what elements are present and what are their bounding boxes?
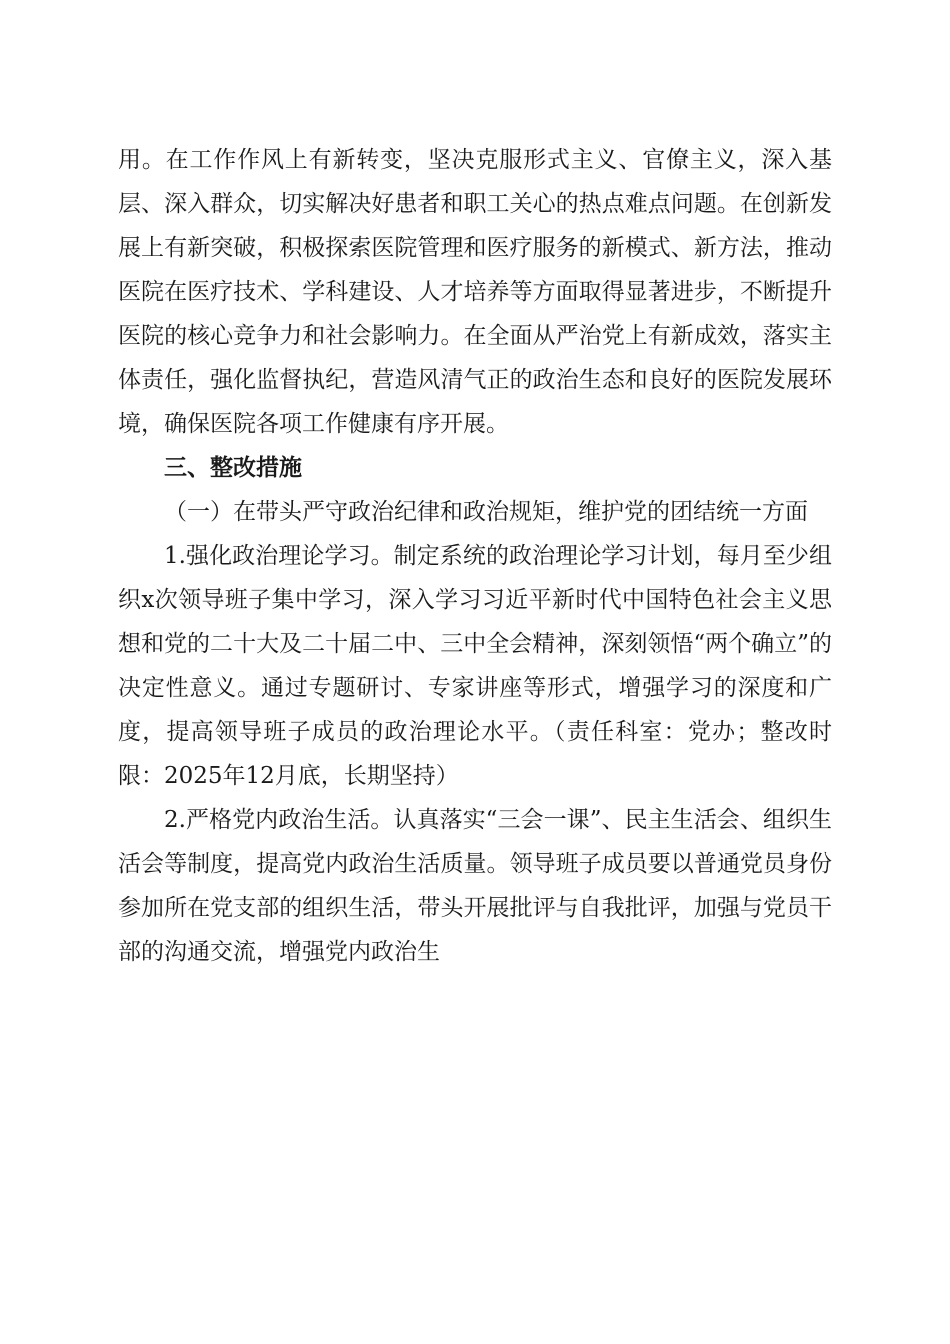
subsection-heading: （一）在带头严守政治纪律和政治规矩，维护党的团结统一方面 bbox=[164, 499, 808, 525]
body-paragraph-continued: 用。在工作作风上有新转变，坚决克服形式主义、官僚主义，深入基层、深入群众，切实解决好患者和职工关心的热点难点问题。在创新发展上有新突破，积极探索医院管理和医疗服务的新模式、新方法，推动医院在医疗技术、学科建设、人才培养等方面取得显著进步，不断提升医院的核心竞争力和社会影响力。在全面从严治党上有新成效，落实主体责任，强化监督执纪，营造风清气正的政治生态和良好的医院发展环境，确保医院各项工作健康有序开展。 bbox=[118, 147, 832, 437]
body-paragraph: 2.严格党内政治生活。认真落实“三会一课”、民主生活会、组织生活会等制度，提高党内政治生活质量。领导班子成员要以普通党员身份参加所在党支部的组织生活，带头开展批评与自我批评，加强与党员干部的沟通交流，增强党内政治生 bbox=[118, 807, 832, 965]
body-paragraph: 1.强化政治理论学习。制定系统的政治理论学习计划，每月至少组织x次领导班子集中学习，深入学习习近平新时代中国特色社会主义思想和党的二十大及二十届二中、三中全会精神，深刻领悟“两个确立”的决定性意义。通过专题研讨、专家讲座等形式，增强学习的深度和广度，提高领导班子成员的政治理论水平。（责任科室：党办；整改时限：2025年12月底，长期坚持） bbox=[118, 543, 832, 789]
section-heading: 三、整改措施 bbox=[164, 455, 302, 481]
document-body bbox=[118, 138, 832, 974]
